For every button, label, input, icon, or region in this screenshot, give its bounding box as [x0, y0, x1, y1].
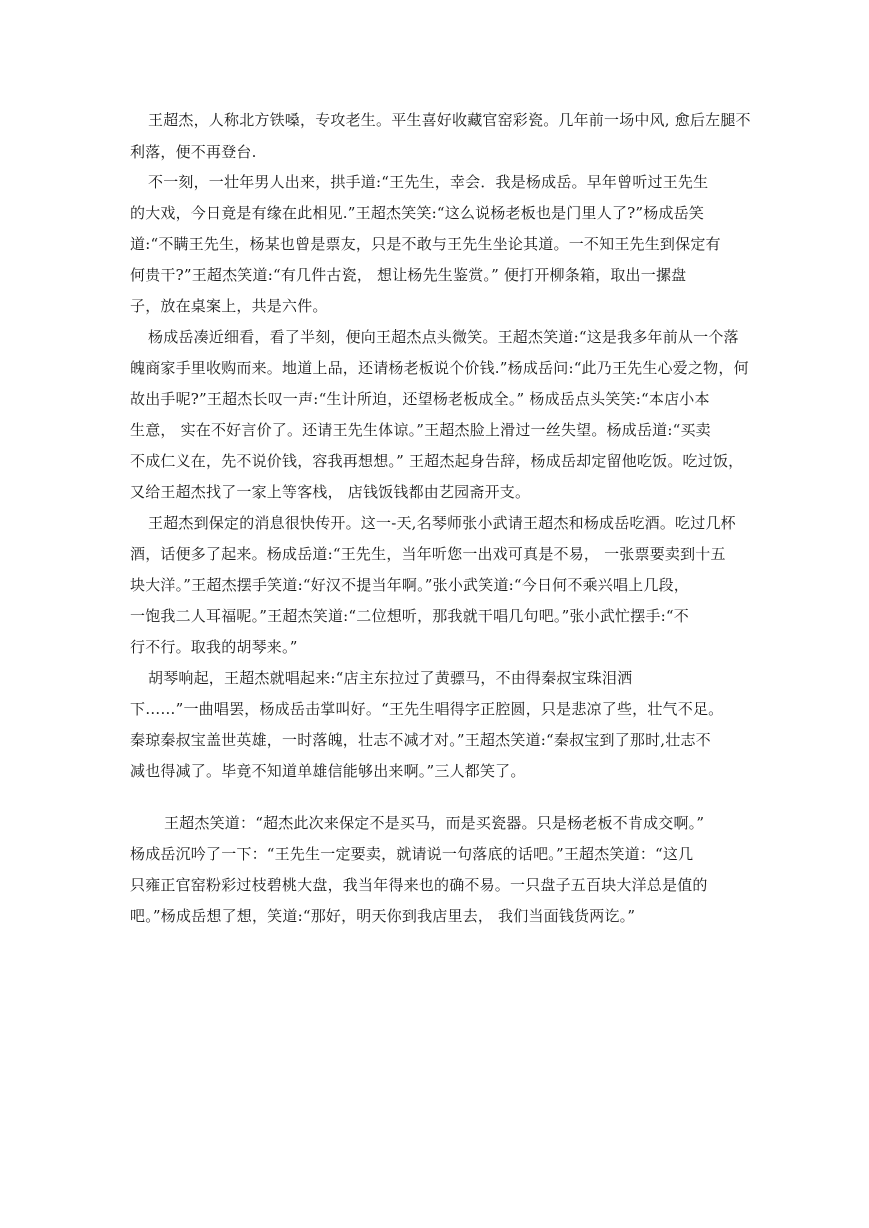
- text-line: 的大戏，今日竟是有缘在此相见.”王超杰笑笑:“这么说杨老板也是门里人了?”杨成岳笑: [130, 204, 705, 222]
- text-line: 道:“不瞒王先生，杨某也曾是票友，只是不敢与王先生坐论其道。一不知王先生到保定有: [130, 235, 721, 253]
- text-line: 一饱我二人耳福呢。”王超杰笑道:“二位想听，那我就干唱几句吧。”张小武忙摆手:“不: [130, 607, 689, 625]
- text-line: 秦琼秦叔宝盖世英雄，一时落魄，壮志不减才对。”王超杰笑道:“秦叔宝到了那时,壮志不: [130, 731, 711, 749]
- text-line: 生意， 实在不好言价了。还请王先生体谅。”王超杰脸上滑过一丝失望。杨成岳道:“买卖: [130, 421, 711, 439]
- text-line: 不一刻，一壮年男人出来，拱手道:“王先生，幸会．我是杨成岳。早年曾听过王先生: [148, 173, 709, 191]
- text-line: 王超杰，人称北方铁嗓，专攻老生。平生喜好收藏官窑彩瓷。几年前一场中风, 愈后左腿不: [148, 111, 751, 129]
- text-line: 魄商家手里收购而来。地道上品，还请杨老板说个价钱.”杨成岳问:“此乃王先生心爱之物，何: [130, 359, 749, 377]
- text-line: 减也得减了。毕竟不知道单雄信能够出来啊。”三人都笑了。: [130, 762, 526, 780]
- text-line: 只雍正官窑粉彩过枝碧桃大盘，我当年得来也的确不易。一只盘子五百块大洋总是值的: [130, 876, 708, 894]
- text-line: 子，放在桌案上，共是六件。: [130, 297, 328, 315]
- text-line: 杨成岳沉吟了一下：“王先生一定要卖，就请说一句落底的话吧。”王超杰笑道：“这几: [130, 845, 694, 863]
- text-line: 不成仁义在，先不说价钱，容我再想想。” 王超杰起身告辞，杨成岳却定留他吃饭。吃过饭，: [130, 452, 744, 470]
- text-line: 何贵干?”王超杰笑道:“有几件古瓷， 想让杨先生鉴赏。” 便打开柳条箱，取出一摞盘: [130, 266, 687, 284]
- text-line: 杨成岳凑近细看，看了半刻，便向王超杰点头微笑。王超杰笑道:“这是我多年前从一个落: [148, 328, 739, 346]
- text-line: 酒，话便多了起来。杨成岳道:“王先生，当年听您一出戏可真是不易， 一张票要卖到十五: [130, 545, 726, 563]
- text-line: 又给王超杰找了一家上等客栈， 店钱饭钱都由艺园斋开支。: [130, 483, 531, 501]
- text-line: 下……”一曲唱罢，杨成岳击掌叫好。“王先生唱得字正腔圆，只是悲凉了些，壮气不足。: [130, 700, 724, 718]
- text-line: 行不行。取我的胡琴来。”: [130, 638, 298, 656]
- text-line: 王超杰笑道：“超杰此次来保定不是买马，而是买瓷器。只是杨老板不肯成交啊。”: [164, 814, 705, 832]
- text-line: 胡琴响起，王超杰就唱起来:“店主东拉过了黄骠马，不由得秦叔宝珠泪洒: [148, 669, 633, 687]
- text-line: 利落，便不再登台.: [130, 143, 257, 161]
- text-line: 吧。”杨成岳想了想，笑道:“那好，明天你到我店里去， 我们当面钱货两讫。”: [130, 907, 636, 925]
- text-line: 王超杰到保定的消息很快传开。这一-天,名琴师张小武请王超杰和杨成岳吃酒。吃过几杯: [148, 514, 736, 532]
- text-line: 故出手呢?”王超杰长叹一声:“生计所迫，还望杨老板成全。” 杨成岳点头笑笑:“本店小本: [130, 390, 710, 408]
- text-line: 块大洋。”王超杰摆手笑道:“好汉不提当年啊。”张小武笑道:“今日何不乘兴唱上几段，: [130, 576, 689, 594]
